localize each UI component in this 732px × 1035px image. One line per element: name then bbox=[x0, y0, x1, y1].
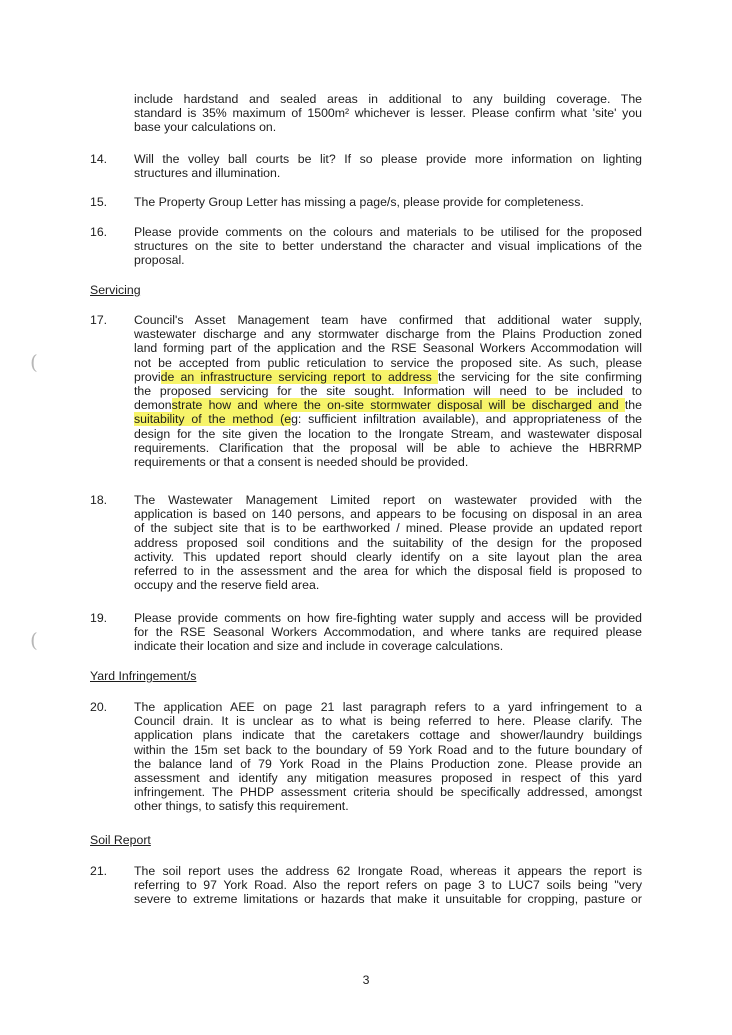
item-20-text bbox=[134, 700, 642, 814]
item-line: referred to in the assessment and the area for which the disposal field is proposed to bbox=[134, 563, 642, 578]
item-number-17: 17. bbox=[90, 313, 108, 327]
item-line: activity. This updated report should clearly identify on a site layout plan the area bbox=[134, 549, 642, 564]
carryover-paragraph bbox=[134, 92, 642, 135]
carryover-line: standard is 35% maximum of 1500m² whichever is lesser. Please confirm what 'site' you bbox=[134, 106, 642, 121]
item-line: the proposed servicing for the site sought. Information will need to be included to bbox=[134, 383, 642, 398]
highlighted-line: suitability of the method (eg: sufficient infiltration available), and appropriateness of the bbox=[134, 412, 642, 427]
item-line: indicate their location and size and include in coverage calculations. bbox=[134, 639, 504, 654]
item-line: proposal. bbox=[134, 253, 185, 268]
section-heading-soil-report: Soil Report bbox=[90, 833, 151, 847]
highlight-mark: de an infrastructure servicing report to address bbox=[160, 369, 438, 384]
item-number-20: 20. bbox=[90, 700, 108, 714]
item-18-text bbox=[134, 493, 642, 592]
item-line: assessment and identify any mitigation measures proposed in respect of this yard bbox=[134, 770, 642, 785]
highlight-mark: suitability of the method (e bbox=[134, 412, 292, 427]
item-line: land forming part of the application and the RSE Seasonal Workers Accommodation will bbox=[134, 341, 642, 356]
item-line: structures on the site to better understand the character and visual implications of the bbox=[134, 239, 642, 254]
item-line: referring to 97 York Road. Also the report refers on page 3 to LUC7 soils being "very bbox=[134, 878, 642, 893]
section-heading-servicing: Servicing bbox=[90, 283, 141, 297]
carryover-line: base your calculations on. bbox=[134, 120, 277, 135]
item-line: Will the volley ball courts be lit? If so please provide more information on lighting bbox=[134, 152, 642, 166]
item-19-text bbox=[134, 611, 642, 654]
item-line: address proposed soil conditions and the suitability of the design for the proposed bbox=[134, 535, 642, 550]
item-number-14: 14. bbox=[90, 152, 108, 166]
section-heading-yard-infringement: Yard Infringement/s bbox=[90, 669, 197, 683]
margin-mark: ( bbox=[30, 350, 38, 374]
item-line: for the RSE Seasonal Workers Accommodation, and where tanks are required please bbox=[134, 625, 642, 640]
item-line: Council's Asset Management team have confirmed that additional water supply, bbox=[134, 313, 642, 327]
item-line: other things, to satisfy this requirement. bbox=[134, 799, 349, 814]
item-21-text bbox=[134, 864, 642, 907]
item-line: application plans indicate that the caretakers cottage and shower/laundry buildings bbox=[134, 728, 642, 743]
item-line: requirements or that a consent is needed should be provided. bbox=[134, 454, 469, 469]
highlighted-line: demonstrate how and where the on-site stormwater disposal will be discharged and the bbox=[134, 398, 642, 413]
highlighted-line: provide an infrastructure servicing report to address the servicing for the site confirming bbox=[134, 369, 642, 384]
item-line: Council drain. It is unclear as to what is being referred to here. Please clarify. The bbox=[134, 714, 642, 729]
margin-mark: ( bbox=[30, 628, 38, 652]
item-line: The application AEE on page 21 last paragraph refers to a yard infringement to a bbox=[134, 700, 642, 714]
item-line: application is based on 140 persons, and appears to be focusing on disposal in an area bbox=[134, 507, 642, 522]
item-line: wastewater discharge and any stormwater discharge from the Plains Production zoned bbox=[134, 327, 642, 342]
item-line: of the subject site that is to be earthworked / mined. Please provide an updated report bbox=[134, 521, 642, 536]
item-line: not be accepted from public reticulation to service the proposed site. As such, please bbox=[134, 355, 642, 370]
page-number: 3 bbox=[362, 973, 370, 987]
item-line: occupy and the reserve field area. bbox=[134, 578, 320, 593]
item-line: The soil report uses the address 62 Irongate Road, whereas it appears the report is bbox=[134, 864, 642, 878]
item-line: Please provide comments on the colours and materials to be utilised for the proposed bbox=[134, 225, 642, 239]
item-line: structures and illumination. bbox=[134, 166, 281, 181]
item-line: The Wastewater Management Limited report on wastewater provided with the bbox=[134, 493, 642, 507]
item-17-text bbox=[134, 313, 642, 469]
item-line: the balance land of 79 York Road in the Plains Production zone. Please provide an bbox=[134, 756, 642, 771]
item-line: requirements. Clarification that the proposal will be able to achieve the HBRRMP bbox=[134, 440, 642, 455]
item-14-text bbox=[134, 152, 642, 180]
item-line: Please provide comments on how fire-fighting water supply and access will be provided bbox=[134, 611, 642, 625]
item-number-19: 19. bbox=[90, 611, 108, 625]
carryover-line: include hardstand and sealed areas in additional to any building coverage. The bbox=[134, 92, 642, 106]
item-number-18: 18. bbox=[90, 493, 108, 507]
item-16-text bbox=[134, 225, 642, 268]
item-number-21: 21. bbox=[90, 864, 108, 878]
item-line: The Property Group Letter has missing a page/s, please provide for completeness. bbox=[134, 195, 584, 209]
item-line: within the 15m set back to the boundary of 59 York Road and to the future boundary of bbox=[134, 742, 642, 757]
item-number-15: 15. bbox=[90, 195, 108, 209]
highlight-mark: strate how and where the on-site stormwater disposal will be discharged and bbox=[171, 398, 625, 413]
item-line: severe to extreme limitations or hazards that make it unsuitable for cropping, pasture or bbox=[134, 892, 642, 907]
item-line: design for the site given the location to the Irongate Stream, and wastewater disposal bbox=[134, 426, 642, 441]
item-line: infringement. The PHDP assessment criteria should be specifically addressed, amongst bbox=[134, 785, 642, 800]
item-15-text bbox=[134, 195, 642, 209]
item-number-16: 16. bbox=[90, 225, 108, 239]
